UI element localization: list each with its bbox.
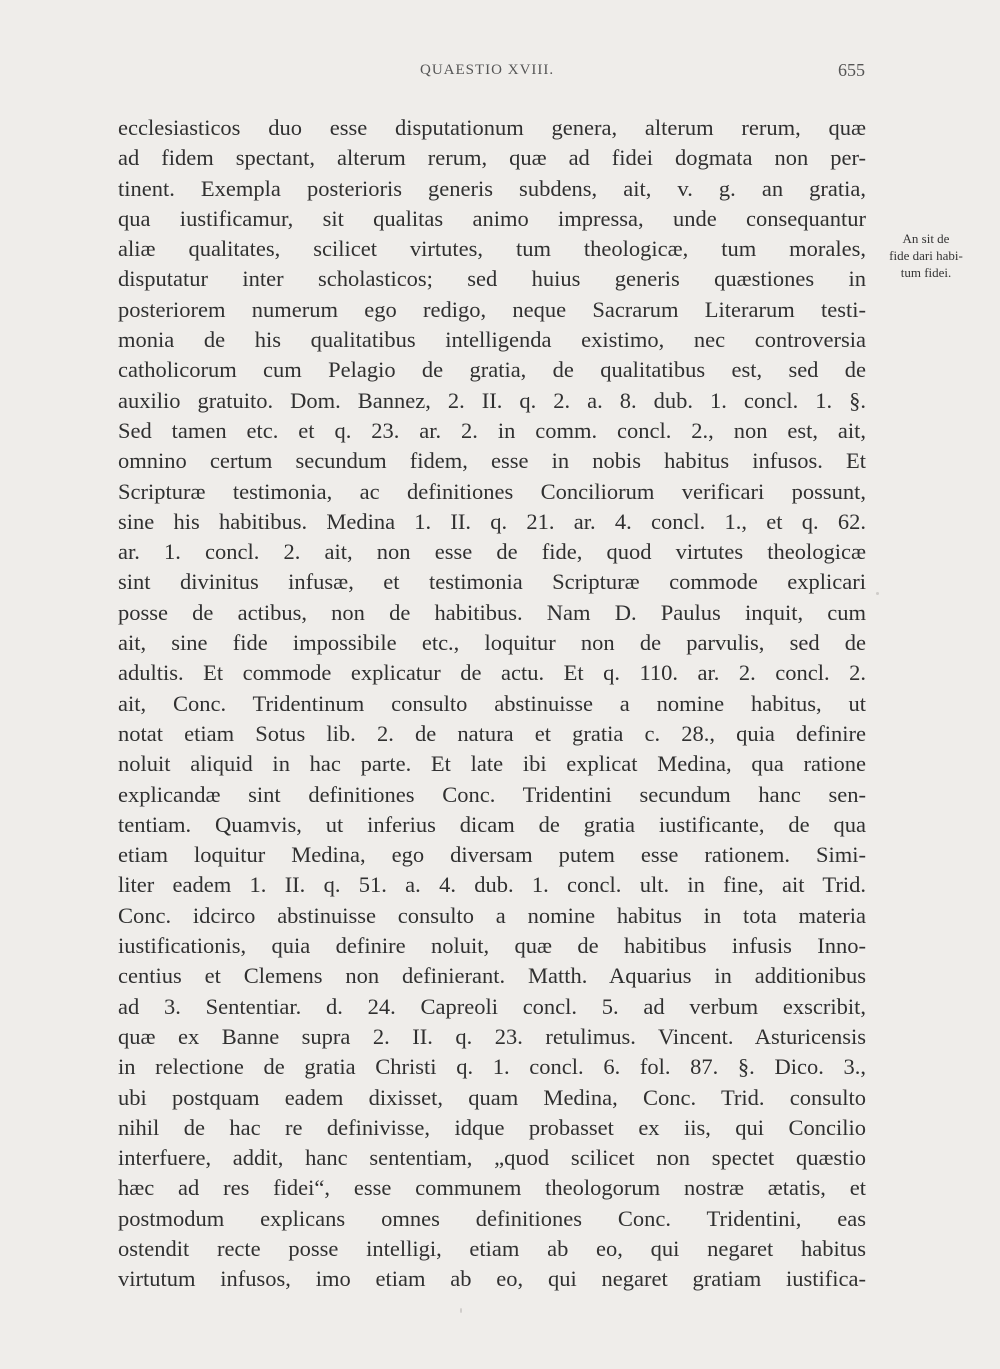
paper-speck bbox=[876, 592, 879, 595]
text-line: postmodum explicans omnes definitiones Conc. Tridentini, eas bbox=[118, 1205, 866, 1231]
text-line: tinent. Exempla posterioris generis subdens, ait, v. g. an gratia, bbox=[118, 175, 866, 201]
text-line: ar. 1. concl. 2. ait, non esse de fide, quod virtutes theologicæ bbox=[118, 539, 866, 565]
text-line: ad fidem spectant, alterum rerum, quæ ad fidei dogmata non per- bbox=[118, 145, 866, 171]
text-line: quæ ex Banne supra 2. II. q. 23. retulimus. Vincent. Asturicensis bbox=[118, 1023, 866, 1049]
page-number: 655 bbox=[838, 60, 865, 80]
text-line: nihil de hac re definivisse, idque probasset ex iis, qui Concilio bbox=[118, 1114, 866, 1140]
running-head: QUAESTIO XVIII. bbox=[420, 62, 555, 78]
text-line: ubi postquam eadem dixisset, quam Medina, Conc. Trid. consulto bbox=[118, 1084, 866, 1110]
text-line: aliæ qualitates, scilicet virtutes, tum theologicæ, tum morales, bbox=[118, 236, 866, 262]
text-line: sine his habitibus. Medina 1. II. q. 21. ar. 4. concl. 1., et q. 62. bbox=[118, 508, 866, 534]
text-line: notat etiam Sotus lib. 2. de natura et gratia c. 28., quia definire bbox=[118, 720, 866, 746]
text-line: centius et Clemens non definierant. Matth. Aquarius in additionibus bbox=[118, 963, 866, 989]
paper-speck bbox=[460, 1308, 462, 1313]
text-line: posse de actibus, non de habitibus. Nam D. Paulus inquit, cum bbox=[118, 599, 866, 625]
text-line: interfuere, addit, hanc sententiam, „quod scilicet non spectet quæstio bbox=[118, 1145, 866, 1171]
text-line: catholicorum cum Pelagio de gratia, de qualitatibus est, sed de bbox=[118, 357, 866, 383]
text-line: auxilio gratuito. Dom. Bannez, 2. II. q. 2. a. 8. dub. 1. concl. 1. §. bbox=[118, 387, 866, 413]
marginal-note-line: tum fidei. bbox=[900, 265, 952, 280]
text-line: adultis. Et commode explicatur de actu. Et q. 110. ar. 2. concl. 2. bbox=[118, 660, 866, 686]
text-line: qua iustificamur, sit qualitas animo impressa, unde consequantur bbox=[118, 205, 866, 231]
text-line: disputatur inter scholasticos; sed huius generis quæstiones in bbox=[118, 266, 866, 292]
text-line: virtutum infusos, imo etiam ab eo, qui negaret gratiam iustifica- bbox=[118, 1266, 866, 1292]
marginal-note bbox=[866, 230, 986, 281]
text-line: Sed tamen etc. et q. 23. ar. 2. in comm. concl. 2., non est, ait, bbox=[118, 417, 866, 443]
body-text bbox=[118, 113, 866, 1295]
text-line: ait, sine fide impossibile etc., loquitur non de parvulis, sed de bbox=[118, 630, 866, 656]
text-line: etiam loquitur Medina, ego diversam putem esse rationem. Simi- bbox=[118, 842, 866, 868]
text-line: Scripturæ testimonia, ac definitiones Conciliorum verificari possunt, bbox=[118, 478, 866, 504]
text-line: ait, Conc. Tridentinum consulto abstinuisse a nomine habitus, ut bbox=[118, 690, 866, 716]
text-line: in relectione de gratia Christi q. 1. concl. 6. fol. 87. §. Dico. 3., bbox=[118, 1054, 866, 1080]
text-line: tentiam. Quamvis, ut inferius dicam de gratia iustificante, de qua bbox=[118, 811, 866, 837]
marginal-note-line: An sit de bbox=[902, 231, 950, 246]
marginal-note-line: fide dari habi- bbox=[889, 248, 963, 263]
text-line: monia de his qualitatibus intelligenda existimo, nec controversia bbox=[118, 327, 866, 353]
text-line: Conc. idcirco abstinuisse consulto a nomine habitus in tota materia bbox=[118, 902, 866, 928]
text-line: iustificationis, quia definire noluit, quæ de habitibus infusis Inno- bbox=[118, 933, 866, 959]
text-line: explicandæ sint definitiones Conc. Tridentini secundum hanc sen- bbox=[118, 781, 866, 807]
text-line: noluit aliquid in hac parte. Et late ibi explicat Medina, qua ratione bbox=[118, 751, 866, 777]
text-line: ostendit recte posse intelligi, etiam ab eo, qui negaret habitus bbox=[118, 1235, 866, 1261]
text-line: liter eadem 1. II. q. 51. a. 4. dub. 1. concl. ult. in fine, ait Trid. bbox=[118, 872, 866, 898]
text-line: ecclesiasticos duo esse disputationum genera, alterum rerum, quæ bbox=[118, 115, 866, 140]
text-line: hæc ad res fidei“, esse communem theologorum nostræ ætatis, et bbox=[118, 1175, 866, 1201]
text-line: omnino certum secundum fidem, esse in nobis habitus infusos. Et bbox=[118, 448, 866, 474]
text-line: posteriorem numerum ego redigo, neque Sacrarum Literarum testi- bbox=[118, 296, 866, 322]
text-line: ad 3. Sententiar. d. 24. Capreoli concl. 5. ad verbum exscribit, bbox=[118, 993, 866, 1019]
text-line: sint divinitus infusæ, et testimonia Scripturæ commode explicari bbox=[118, 569, 866, 595]
